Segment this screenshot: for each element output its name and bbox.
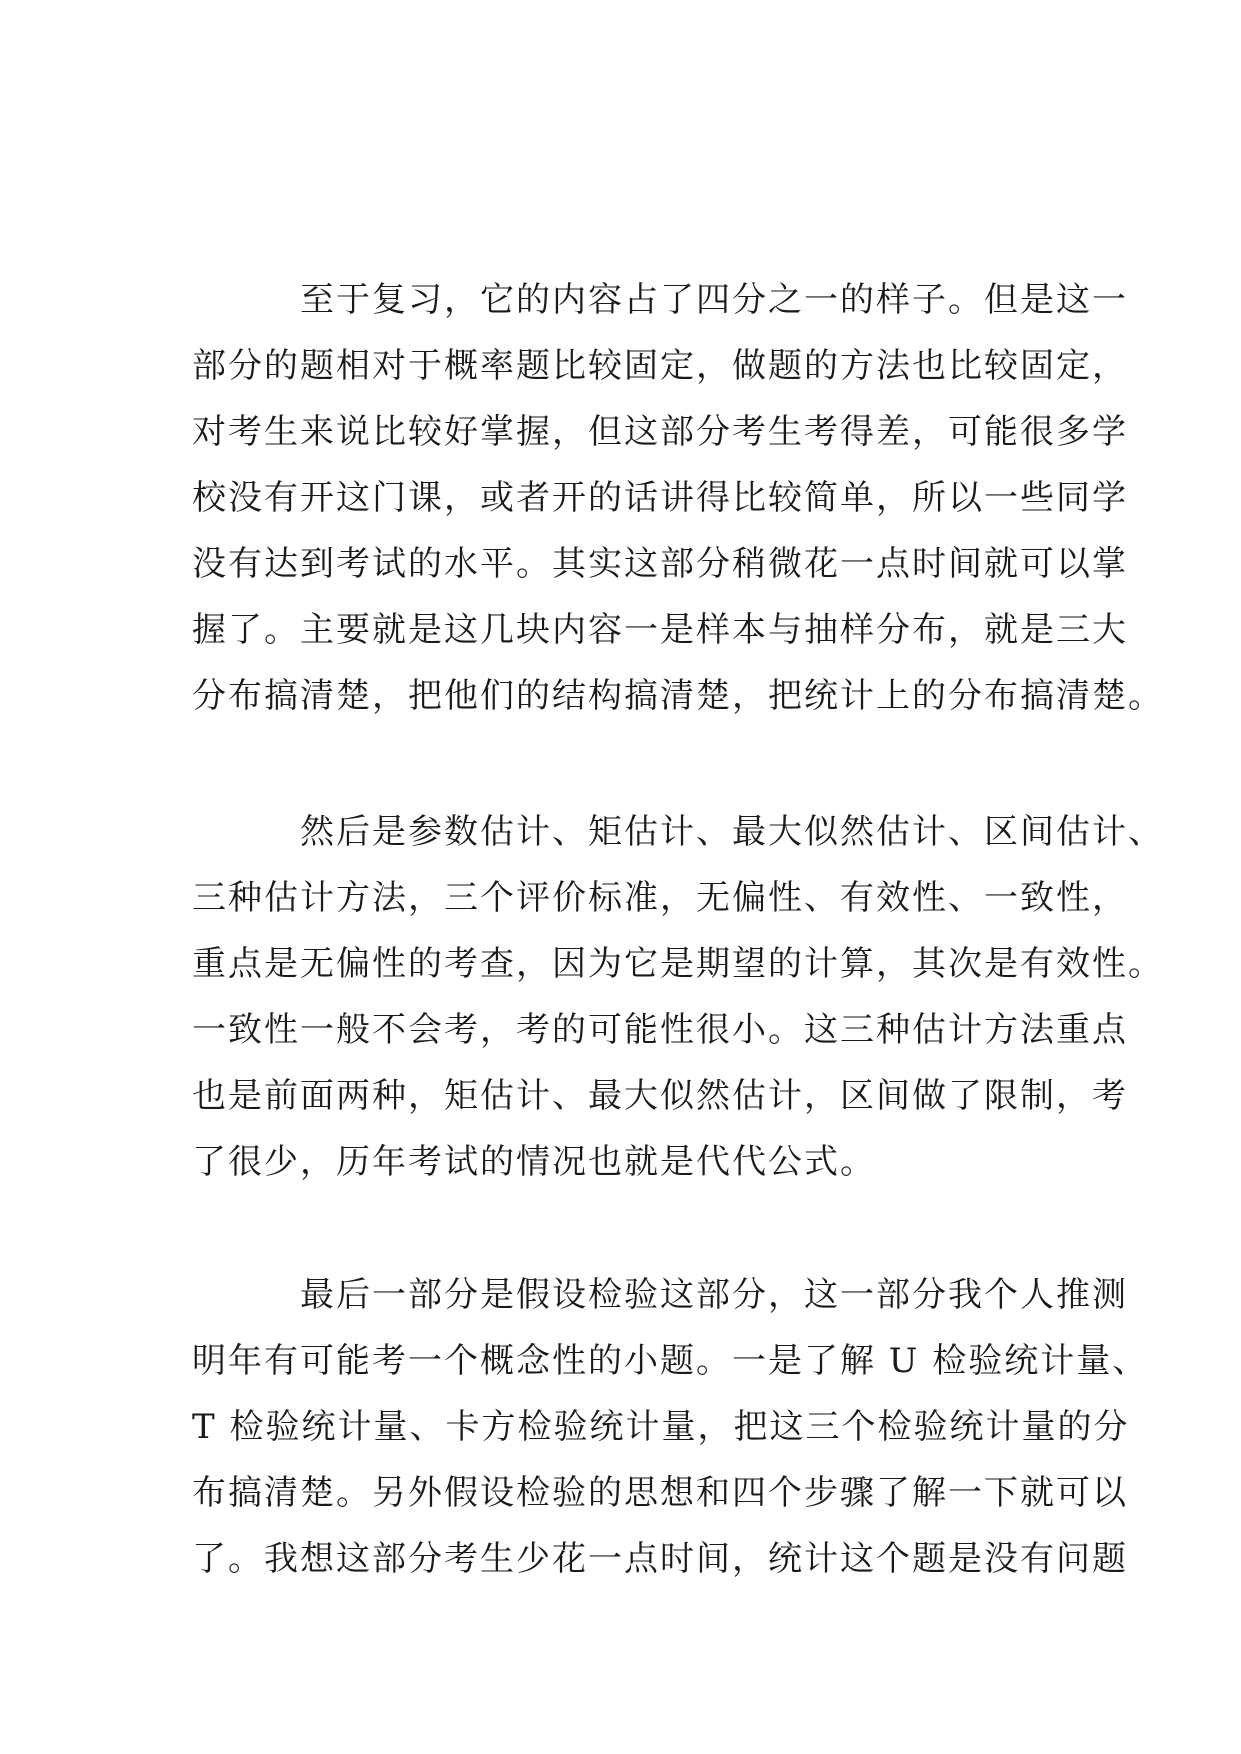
- text-line: 一致性一般不会考，考的可能性很小。这三种估计方法重点: [192, 1010, 1128, 1050]
- text-line: 握了。主要就是这几块内容一是样本与抽样分布，就是三大: [192, 610, 1128, 650]
- paragraph-hypothesis-testing: [192, 1262, 1149, 1592]
- text-line: 也是前面两种，矩估计、最大似然估计，区间做了限制，考: [192, 1076, 1128, 1116]
- text-line: 部分的题相对于概率题比较固定，做题的方法也比较固定，: [192, 346, 1128, 386]
- paragraph-estimation: [192, 799, 1164, 1195]
- text-line: 了很少，历年考试的情况也就是代代公式。: [192, 1142, 876, 1182]
- text-line: 明年有可能考一个概念性的小题。一是了解 U 检验统计量、: [192, 1341, 1149, 1381]
- text-line: 分布搞清楚，把他们的结构搞清楚，把统计上的分布搞清楚。: [192, 676, 1164, 716]
- paragraph-review: [192, 267, 1164, 729]
- text-line: 三种估计方法，三个评价标准，无偏性、有效性、一致性，: [192, 878, 1128, 918]
- text-line: 最后一部分是假设检验这部分，这一部分我个人推测: [300, 1275, 1128, 1315]
- text-line: 校没有开这门课，或者开的话讲得比较简单，所以一些同学: [192, 478, 1128, 518]
- text-line: 重点是无偏性的考查，因为它是期望的计算，其次是有效性。: [192, 944, 1164, 984]
- text-line: 没有达到考试的水平。其实这部分稍微花一点时间就可以掌: [192, 544, 1128, 584]
- text-line: 了。我想这部分考生少花一点时间，统计这个题是没有问题: [192, 1539, 1128, 1579]
- text-line: 布搞清楚。另外假设检验的思想和四个步骤了解一下就可以: [192, 1473, 1128, 1513]
- text-line: 对考生来说比较好掌握，但这部分考生考得差，可能很多学: [192, 412, 1128, 452]
- text-line: 至于复习，它的内容占了四分之一的样子。但是这一: [300, 280, 1128, 320]
- text-line: T 检验统计量、卡方检验统计量，把这三个检验统计量的分: [192, 1407, 1130, 1447]
- text-line: 然后是参数估计、矩估计、最大似然估计、区间估计、: [300, 812, 1164, 852]
